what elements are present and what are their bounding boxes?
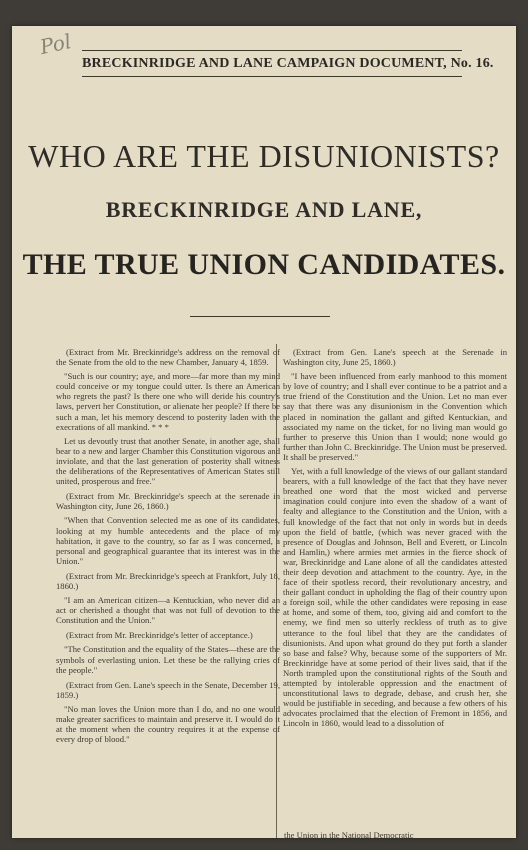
subtitle-candidates: BRECKINRIDGE AND LANE, (105, 197, 423, 222)
quote-paragraph: "The Constitution and the equality of the States—these are the symbols of everlasting union. Let these be the rallying cries of the people." (56, 644, 280, 675)
headline-true-union: THE TRUE UNION CANDIDATES. (22, 248, 506, 281)
header-bottom-rule (82, 76, 462, 77)
source-note: (Extract from Gen. Lane's speech in the Senate, December 19, 1859.) (56, 679, 280, 700)
campaign-document-header: BRECKINRIDGE AND LANE CAMPAIGN DOCUMENT, No. 16. (82, 56, 494, 71)
cut-off-line: the Union in the National Democratic (284, 830, 414, 838)
ornamental-divider (190, 314, 330, 319)
document-page (12, 26, 516, 838)
source-note: (Extract from Mr. Breckinridge's letter of acceptance.) (66, 630, 253, 641)
right-column (283, 342, 507, 732)
main-title: WHO ARE THE DISUNIONISTS? (28, 138, 500, 174)
pencil-annotation: Pol (37, 29, 74, 59)
left-column (56, 342, 280, 748)
source-note: (Extract from Mr. Breckinridge's address on the removal of the Senate from the old to the new Chamber, January 4, 1859. (56, 347, 280, 368)
source-note: (Extract from Gen. Lane's speech at the Serenade in Washington city, June 25, 1860.) (283, 347, 507, 368)
quote-paragraph: "Such is our country; aye, and more—far more than my mind could conceive or my tongue could utter. Is there an American who regrets the past? Is there one who will deride his country's laws, pervert her Constitution, or alienate her people? If there be such a man, let his memory descend to posterity laden with the execrations of all mankind. * * * (56, 371, 280, 432)
quote-paragraph: "I am an American citizen—a Kentuckian, who never did an act or cherished a thought that was not full of devotion to the Constitution and the Union." (56, 595, 280, 626)
quote-paragraph: "I have been influenced from early manhood to this moment by love of country; and I shall ever continue to be a patriot and a true friend of the Constitution and the Union. Let no man ever say that there was any disunionism in the Convention which placed in nomination the gallant and gifted Kentuckian, and associated my name on the ticket, for no living man would go further to preserve this Union than I would; none would go further than John C. Breckinridge. The Union must be preserved. It shall be preserved." (283, 371, 507, 462)
source-note: (Extract from Mr. Breckinridge's speech at Frankfort, July 18, 1860.) (56, 570, 280, 591)
source-note: (Extract from Mr. Breckinridge's speech at the serenade in Washington city, June 26, 1860.) (56, 491, 280, 512)
quote-paragraph: "When that Convention selected me as one of its candidates, looking at my humble antecedents and the place of my habitation, it gave to the country, so far as I was concerned, a personal and geographical guarantee that its interest was in the Union." (56, 515, 280, 566)
quote-paragraph: "No man loves the Union more than I do, and no one would make greater sacrifices to maintain and preserve it. I would do it at the moment when the country requires it at the expense of every drop of blood." (56, 703, 280, 745)
header-top-rule (82, 50, 462, 51)
quote-paragraph: Let us devoutly trust that another Senate, in another age, shall bear to a new and larger Chamber this Constitution vigorous and inviolate, and that the last generation of posterity shall witness the deliberations of the Representatives of American States still united, prosperous and free." (56, 435, 280, 487)
body-paragraph: Yet, with a full knowledge of the views of our gallant standard bearers, with a full knowledge of the fact that they have never breathed one word that the most wicked and perverse imagination could conjure into even the shadow of a want of fealty and allegiance to the Constitution and the Union, with a full knowledge of the fact that not only in words but in deeds upon the field of battle, (which was never graced with the presence of Douglas and Johnson, Bell and Everett, or Lincoln and Hamlin,) where armies met armies in the fierce shock of war, Breckinridge and Lane alone of all the candidates attested their deep devotion and attachment to the country. Aye, in the face of their spotless record, their revolutionary ancestry, and their gallant conduct in upholding the flag of their country upon a foreign soil, while the other candidates were reposing in ease at home, and some of them, too, giving aid and comfort to the enemy, we find men so utterly reckless of truth as to give utterance to the foul libel that they are the candidates of disunionists. And upon what ground do they put forth a slander so base and false? Why, because some of the supporters of Mr. Breckinridge have at some period of their lives said, that if the North trampled upon the constitutional rights of the South and attempted by intolerable oppression and the enactment of unconstitutional laws to degrade, debase, and crush her, she would be justifiable in seceding, and because a few others of his advocates proclaimed that the election of Fremont in 1856, and Lincoln in 1860, would lead to a dissolution of (283, 466, 507, 729)
